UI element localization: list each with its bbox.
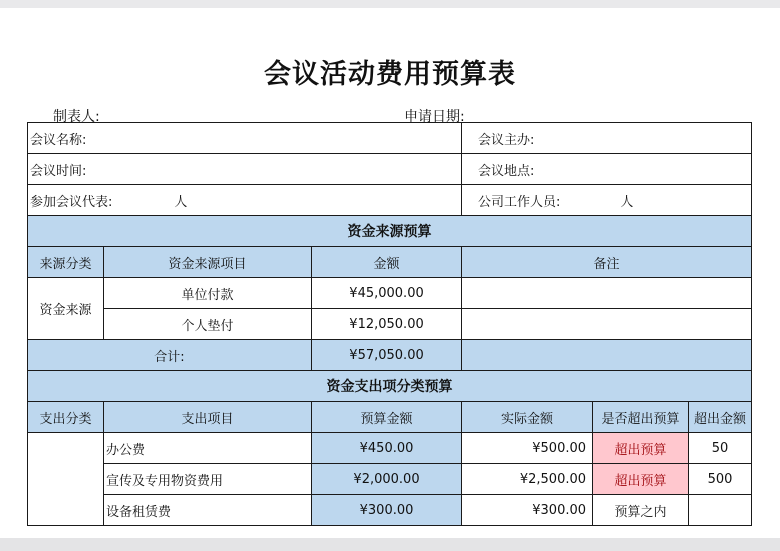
budget-table (27, 122, 752, 526)
funding-amount-cell[interactable]: ¥45,000.00 (312, 278, 462, 309)
funding-total-value[interactable]: ¥57,050.00 (312, 340, 462, 371)
funding-section-row (28, 216, 752, 247)
funding-header-category: 来源分类 (28, 247, 104, 278)
expense-budget-cell[interactable]: ¥300.00 (312, 495, 462, 526)
expense-category-cell[interactable] (28, 433, 104, 526)
expense-header-item: 支出项目 (104, 402, 312, 433)
expense-row (28, 495, 752, 526)
expense-budget-cell[interactable]: ¥2,000.00 (312, 464, 462, 495)
funding-row (28, 278, 752, 309)
staff-label: 公司工作人员: (478, 194, 561, 210)
info-row-1 (28, 123, 752, 154)
info-row-2 (28, 154, 752, 185)
funding-header-item: 资金来源项目 (104, 247, 312, 278)
attendees-unit: 人 (174, 194, 188, 210)
expense-item-cell[interactable]: 设备租赁费 (104, 495, 312, 526)
expense-section-row (28, 371, 752, 402)
expense-over-cell[interactable]: 500 (689, 464, 752, 495)
organizer-cell[interactable]: 会议主办: (462, 123, 752, 154)
location-cell[interactable]: 会议地点: (462, 154, 752, 185)
funding-total-note[interactable] (462, 340, 752, 371)
expense-header-over-amount: 超出金额 (689, 402, 752, 433)
expense-row (28, 464, 752, 495)
expense-header-over-flag: 是否超出预算 (593, 402, 689, 433)
expense-actual-cell[interactable]: ¥500.00 (462, 433, 593, 464)
funding-amount-cell[interactable]: ¥12,050.00 (312, 309, 462, 340)
expense-section-title: 资金支出项分类预算 (28, 371, 752, 402)
expense-actual-cell[interactable]: ¥2,500.00 (462, 464, 593, 495)
page-title: 会议活动费用预算表 (264, 59, 516, 90)
meeting-time-cell[interactable]: 会议时间: (28, 154, 462, 185)
apply-date-label: 申请日期: (404, 109, 465, 125)
staff-cell[interactable] (462, 185, 752, 216)
expense-status-cell[interactable]: 预算之内 (593, 495, 689, 526)
expense-budget-cell[interactable]: ¥450.00 (312, 433, 462, 464)
funding-total-row (28, 340, 752, 371)
funding-header-amount: 金额 (312, 247, 462, 278)
funding-header-row (28, 247, 752, 278)
expense-header-category: 支出分类 (28, 402, 104, 433)
funding-item-cell[interactable]: 个人垫付 (104, 309, 312, 340)
funding-total-label: 合计: (28, 340, 312, 371)
attendees-cell[interactable] (28, 185, 462, 216)
expense-actual-cell[interactable]: ¥300.00 (462, 495, 593, 526)
expense-header-actual: 实际金额 (462, 402, 593, 433)
funding-row (28, 309, 752, 340)
expense-status-cell[interactable]: 超出预算 (593, 433, 689, 464)
funding-category-cell[interactable]: 资金来源 (28, 278, 104, 340)
expense-status-cell[interactable]: 超出预算 (593, 464, 689, 495)
funding-item-cell[interactable]: 单位付款 (104, 278, 312, 309)
preparer-label: 制表人: (53, 109, 100, 125)
expense-row (28, 433, 752, 464)
funding-section-title: 资金来源预算 (28, 216, 752, 247)
expense-header-row (28, 402, 752, 433)
funding-note-cell[interactable] (462, 278, 752, 309)
expense-over-cell[interactable]: 50 (689, 433, 752, 464)
funding-note-cell[interactable] (462, 309, 752, 340)
meeting-name-cell[interactable]: 会议名称: (28, 123, 462, 154)
expense-item-cell[interactable]: 办公费 (104, 433, 312, 464)
expense-header-budget: 预算金额 (312, 402, 462, 433)
funding-header-note: 备注 (462, 247, 752, 278)
expense-over-cell[interactable] (689, 495, 752, 526)
expense-item-cell[interactable]: 宣传及专用物资费用 (104, 464, 312, 495)
page-bottom-edge (0, 538, 780, 551)
staff-unit: 人 (620, 194, 634, 210)
attendees-label: 参加会议代表: (30, 194, 113, 210)
info-row-3 (28, 185, 752, 216)
